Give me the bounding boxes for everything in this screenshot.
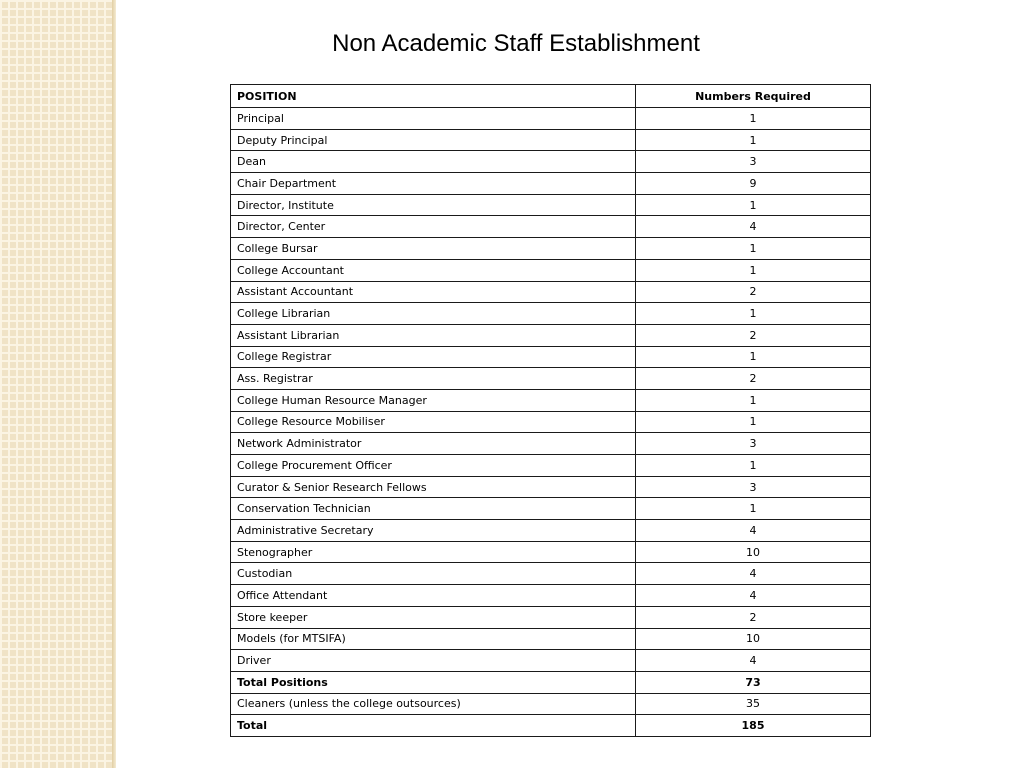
number-cell: 3	[636, 151, 871, 173]
number-cell: 3	[636, 433, 871, 455]
position-cell: Models (for MTSIFA)	[231, 628, 636, 650]
number-cell: 10	[636, 628, 871, 650]
table-row	[231, 259, 871, 281]
number-cell: 2	[636, 324, 871, 346]
slide-title: Non Academic Staff Establishment	[332, 30, 700, 57]
table-row	[231, 194, 871, 216]
table-row	[231, 129, 871, 151]
table-row	[231, 585, 871, 607]
table-row	[231, 281, 871, 303]
table-row	[231, 173, 871, 195]
position-cell: Director, Institute	[231, 194, 636, 216]
position-cell: Cleaners (unless the college outsources)	[231, 693, 636, 715]
position-cell: Principal	[231, 108, 636, 130]
position-cell: Conservation Technician	[231, 498, 636, 520]
number-cell: 9	[636, 173, 871, 195]
position-cell: Assistant Accountant	[231, 281, 636, 303]
position-cell: Deputy Principal	[231, 129, 636, 151]
table-row	[231, 606, 871, 628]
table-row	[231, 368, 871, 390]
table-row	[231, 389, 871, 411]
position-cell: Network Administrator	[231, 433, 636, 455]
number-cell: 73	[636, 671, 871, 693]
table-row	[231, 671, 871, 693]
position-cell: Administrative Secretary	[231, 520, 636, 542]
number-cell: 1	[636, 108, 871, 130]
number-cell: 35	[636, 693, 871, 715]
position-cell: Dean	[231, 151, 636, 173]
position-cell: Driver	[231, 650, 636, 672]
table-row	[231, 303, 871, 325]
position-cell: Custodian	[231, 563, 636, 585]
number-cell: 185	[636, 715, 871, 737]
position-cell: Office Attendant	[231, 585, 636, 607]
position-cell: College Registrar	[231, 346, 636, 368]
position-cell: Director, Center	[231, 216, 636, 238]
number-cell: 4	[636, 520, 871, 542]
number-cell: 3	[636, 476, 871, 498]
number-cell: 1	[636, 303, 871, 325]
table-header-row	[231, 85, 871, 108]
decorative-side-pattern	[0, 0, 112, 768]
table-row	[231, 650, 871, 672]
header-position: POSITION	[231, 85, 636, 108]
table-row	[231, 346, 871, 368]
table-row	[231, 563, 871, 585]
table-row	[231, 433, 871, 455]
table-row	[231, 715, 871, 737]
position-cell: Chair Department	[231, 173, 636, 195]
table-row	[231, 238, 871, 260]
number-cell: 1	[636, 129, 871, 151]
position-cell: College Resource Mobiliser	[231, 411, 636, 433]
position-cell: Curator & Senior Research Fellows	[231, 476, 636, 498]
number-cell: 1	[636, 411, 871, 433]
table-row	[231, 498, 871, 520]
position-cell: College Accountant	[231, 259, 636, 281]
position-cell: College Bursar	[231, 238, 636, 260]
number-cell: 1	[636, 455, 871, 477]
table-row	[231, 151, 871, 173]
number-cell: 2	[636, 281, 871, 303]
number-cell: 4	[636, 650, 871, 672]
number-cell: 10	[636, 541, 871, 563]
position-cell: College Human Resource Manager	[231, 389, 636, 411]
table-row	[231, 476, 871, 498]
number-cell: 2	[636, 606, 871, 628]
number-cell: 1	[636, 346, 871, 368]
position-cell: Store keeper	[231, 606, 636, 628]
table-row	[231, 541, 871, 563]
number-cell: 1	[636, 389, 871, 411]
table-row	[231, 520, 871, 542]
number-cell: 1	[636, 498, 871, 520]
number-cell: 4	[636, 216, 871, 238]
table-row	[231, 693, 871, 715]
position-cell: College Procurement Officer	[231, 455, 636, 477]
table-row	[231, 411, 871, 433]
table-row	[231, 108, 871, 130]
position-cell: Ass. Registrar	[231, 368, 636, 390]
decorative-side-edge	[112, 0, 116, 768]
table-row	[231, 324, 871, 346]
position-cell: Total	[231, 715, 636, 737]
number-cell: 1	[636, 238, 871, 260]
table-row	[231, 455, 871, 477]
header-numbers-required: Numbers Required	[636, 85, 871, 108]
number-cell: 1	[636, 194, 871, 216]
table-body	[231, 108, 871, 737]
position-cell: College Librarian	[231, 303, 636, 325]
number-cell: 2	[636, 368, 871, 390]
number-cell: 1	[636, 259, 871, 281]
position-cell: Assistant Librarian	[231, 324, 636, 346]
table-row	[231, 216, 871, 238]
position-cell: Total Positions	[231, 671, 636, 693]
table-row	[231, 628, 871, 650]
number-cell: 4	[636, 563, 871, 585]
number-cell: 4	[636, 585, 871, 607]
position-cell: Stenographer	[231, 541, 636, 563]
staff-establishment-table	[230, 84, 871, 737]
